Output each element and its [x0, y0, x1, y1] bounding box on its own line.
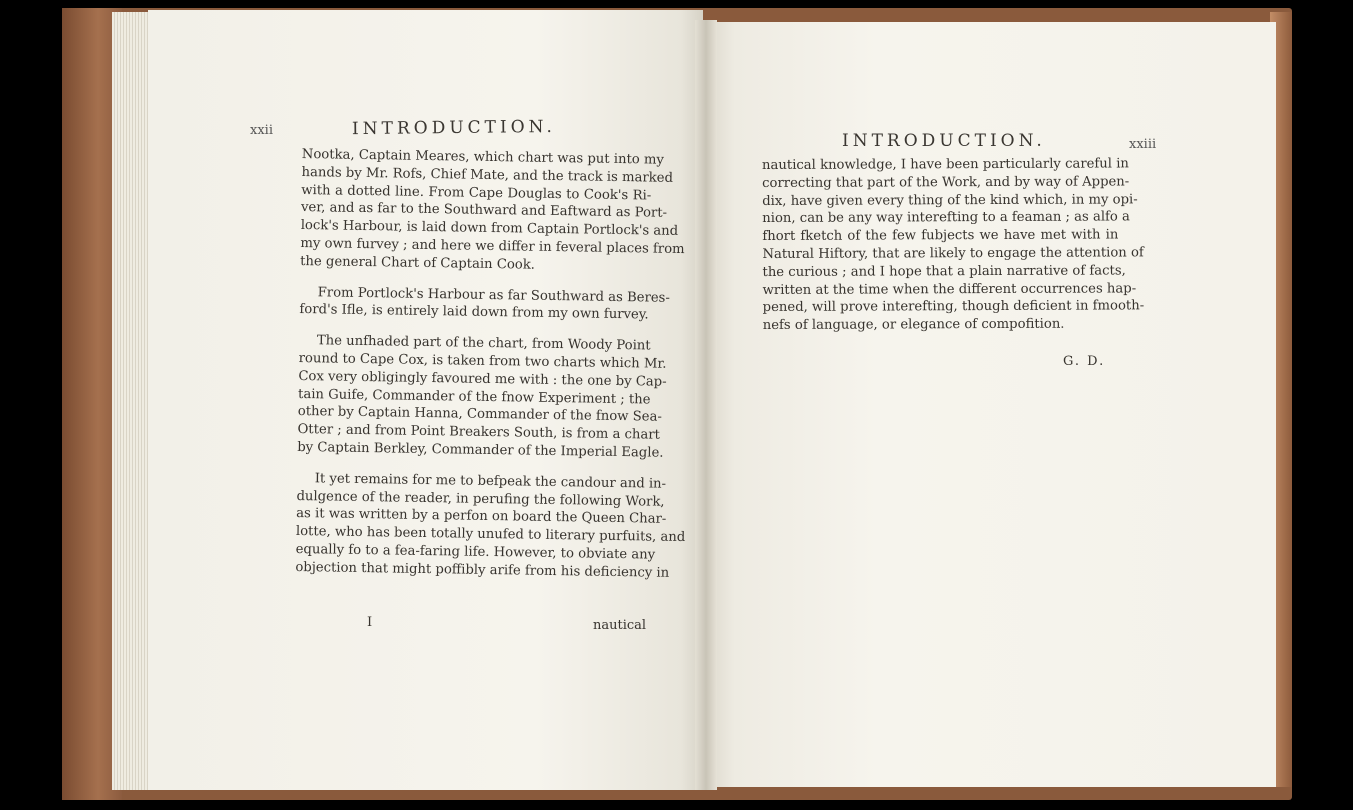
text-line: nefs of language, or elegance of compofition.	[762, 316, 1065, 334]
author-signature: G. D.	[1063, 354, 1106, 369]
text-line: dix, have given every thing of the kind which, in my opi-	[762, 191, 1138, 209]
text-line: nion, can be any way interefting to a feaman ; as alfo a	[762, 209, 1130, 227]
right-body-text	[762, 155, 1145, 335]
text-line: lock's Harbour, is laid down from Captain Portlock's and	[300, 218, 679, 240]
catchword: nautical	[593, 618, 647, 633]
paragraph	[295, 470, 686, 582]
text-line: fhort fketch of the few fubjects we have met with in	[762, 227, 1119, 245]
text-line: written at the time when the different occurrences hap-	[762, 280, 1137, 298]
text-line: ford's Ifle, is entirely laid down from my own furvey.	[299, 302, 649, 323]
text-line: Cox very obligingly favoured me with : the one by Cap-	[298, 368, 667, 390]
text-line: Nootka, Captain Meares, which chart was put into my	[301, 146, 665, 168]
text-line: lotte, who has been totally unufed to literary purfuits, and	[295, 524, 686, 546]
signature-mark: I	[367, 615, 373, 630]
text-line: nautical knowledge, I have been particularly careful in	[762, 156, 1129, 173]
text-line: equally fo to a fea-faring life. However, to obviate any	[295, 541, 656, 563]
right-running-head: INTRODUCTION.	[842, 131, 1046, 151]
text-line: Natural Hiftory, that are likely to engage the attention of	[762, 245, 1144, 262]
text-line: with a dotted line. From Cape Douglas to Cook's Ri-	[301, 182, 652, 204]
text-line: round to Cape Cox, is taken from two charts which Mr.	[298, 350, 667, 372]
left-running-head: INTRODUCTION.	[351, 116, 556, 140]
text-line: my own furvey ; and here we differ in feveral places from	[300, 235, 685, 258]
text-line: ver, and as far to the Southward and Eaftward as Port-	[300, 200, 668, 222]
text-line: correcting that part of the Work, and by way of Appen-	[762, 174, 1130, 191]
text-line: From Portlock's Harbour as far Southward as Beres-	[317, 284, 670, 306]
text-line: dulgence of the reader, in perufing the following Work,	[296, 488, 665, 510]
paragraph	[297, 332, 667, 462]
text-line: hands by Mr. Rofs, Chief Mate, and the track is marked	[301, 164, 674, 186]
text-line: by Captain Berkley, Commander of the Imperial Eagle.	[297, 439, 664, 461]
book-gutter	[695, 20, 717, 790]
text-line: as it was written by a perfon on board the Queen Char-	[296, 506, 667, 528]
text-line: the general Chart of Captain Cook.	[300, 253, 536, 273]
right-folio: xxiii	[1129, 137, 1157, 152]
left-folio: xxii	[250, 123, 273, 138]
paragraph	[299, 284, 670, 325]
text-line: tain Guife, Commander of the fnow Experiment ; the	[297, 386, 651, 408]
page-edges	[112, 12, 152, 790]
text-line: The unfhaded part of the chart, from Woody Point	[316, 333, 651, 354]
text-line: pened, will prove interefting, though deficient in fmooth-	[762, 298, 1145, 316]
text-line: objection that might poffibly arife from his deficiency in	[295, 559, 670, 581]
left-body-text	[295, 146, 686, 595]
paragraph	[300, 146, 685, 276]
text-line: Otter ; and from Point Breakers South, is from a chart	[297, 422, 661, 443]
text-line: the curious ; and I hope that a plain narrative of facts,	[762, 263, 1126, 280]
text-line: It yet remains for me to befpeak the candour and in-	[314, 470, 667, 492]
text-line: other by Captain Hanna, Commander of the fnow Sea-	[297, 404, 662, 426]
